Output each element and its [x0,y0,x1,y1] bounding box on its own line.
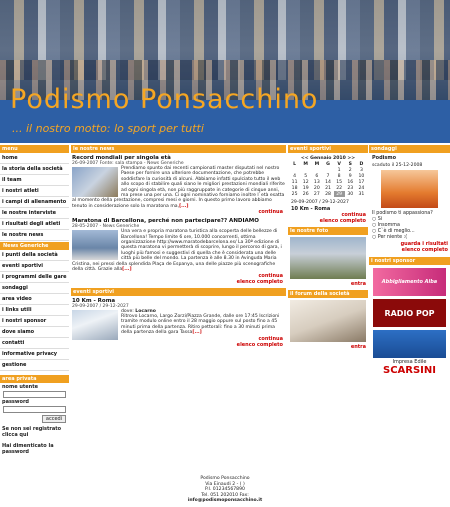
event-body: Ritrovo Locarno, Largo Zorzi/Piazza Grande, dalle ore 17:45 Iscrizioni tramite modulo online entro il 28 maggio oppure sul posto fino a 45 minuti prima della partenza. Ritiro pettorali: fino a 30 minuti prima della partenza della gara Tassa [121,313,280,336]
calendar-day[interactable]: 20 [313,185,320,191]
calendar-day[interactable]: 14 [325,179,331,185]
forgot-password-link[interactable]: Hai dimenticato la password [2,443,54,455]
menu-item-punti[interactable]: i punti della società [0,250,69,261]
menu-item-contatti[interactable]: contatti [0,338,69,349]
calendar-day[interactable]: 6 [315,173,319,179]
calendar-weekday: M [303,161,308,167]
menu-item-team[interactable]: il team [0,175,69,186]
poll-option-label: Insomma [377,223,400,228]
calendar-day[interactable]: 25 [291,191,298,197]
password-label: password [2,399,30,405]
calendar-day[interactable]: 16 [347,179,354,185]
sponsor-radio-pop-text: RADIO POP [384,308,435,318]
menu-item-news[interactable]: le nostre news [0,230,69,241]
calendar-day[interactable]: 31 [358,191,365,197]
calendar-day[interactable]: 17 [358,179,365,185]
poll-image [381,170,438,208]
calendar-day[interactable]: 30 [347,191,354,197]
events-heading: eventi sportivi [71,288,286,296]
forum-preview[interactable] [290,300,366,342]
article-body: Una vera e propria maratona turistica alla scoperta delle bellezze di Barcellona! Tempo limite 6 ore, 10.000 concorrenti, ottima organizzazione http://www.maratodebarcelona.es/ La 30ª edizione di questa maratona vi permetterà di scoprire, lungo il percorso di gara, i luoghi più famosi e suggestivi di quella che è considerata una delle città più belle del mondo. La partenza è alle 8.30 in Avinguda Maria Cristina, nei pressi della splendida Plaça de Espanya, una delle piazze più scenografiche della città. Grazie alla [72,229,282,273]
calendar-day[interactable]: 28 [325,191,331,197]
continue-link[interactable]: continua [258,209,283,216]
events-full-list-link[interactable]: elenco completo [236,341,283,348]
header-banner [0,0,450,143]
event-read-more[interactable]: [...] [192,330,202,336]
calendar-full-list-link[interactable]: elenco completo [319,218,366,224]
calendar-day[interactable]: 3 [359,167,363,173]
poll-results-link[interactable]: guarda i risultati [400,241,448,247]
calendar-day[interactable]: 22 [336,185,343,191]
event-image [72,310,118,340]
article-title[interactable]: Record mondiali per singola età [72,155,171,161]
event-calendar [289,155,367,197]
sponsors-heading: i nostri sponsor [369,257,450,265]
poll-expires: scaduto il 25-12-2008 [372,163,423,168]
left-sidebar [0,145,69,475]
news-article [71,216,286,285]
news-heading: le nostre news [71,145,286,153]
calendar-day[interactable]: 5 [304,173,308,179]
event-dates: 29-09-2007 / 29-12-2027 [72,303,129,309]
footer-vat: P.I. 01234567890 [205,487,245,493]
menu-sub-news-generiche[interactable]: News Generiche [0,242,69,250]
sponsor-alba[interactable] [373,268,446,296]
password-input[interactable] [3,406,66,413]
calendar-day[interactable]: 19 [302,185,309,191]
poll-heading: sondaggi [369,145,450,153]
calendar-caption[interactable]: << Gennaio 2010 >> [300,155,356,161]
calendar-weekday: D [359,161,364,167]
calendar-day[interactable]: 8 [337,173,341,179]
right-column-1 [288,145,368,350]
news-article [71,153,286,216]
footer-email[interactable]: info@podismoponsacchino.it [187,498,263,504]
event-continue-link[interactable]: continua [258,335,283,342]
article-meta: 28-05-2007 - News Generiche [72,224,140,230]
calendar-continue-link[interactable]: continua [341,212,366,218]
menu-item-links[interactable]: i links utili [0,305,69,316]
poll-option[interactable]: ○ Insomma [372,223,400,228]
calendar-day[interactable]: 21 [325,185,331,191]
menu-item-home[interactable]: home [0,153,69,164]
calendar-day[interactable]: 7 [326,173,330,179]
calendar-weekday: M [314,161,320,167]
login-heading: area privata [0,375,69,383]
menu-item-risultati[interactable]: i risultati degli atleti [0,219,69,230]
menu-item-gestione[interactable]: gestione [0,360,69,371]
calendar-weekday: L [293,161,297,167]
menu-item-dove[interactable]: dove siamo [0,327,69,338]
calendar-weekday: G [326,161,330,167]
poll-option-label: Per niente :( [377,235,408,240]
calendar-day[interactable]: 18 [291,185,298,191]
menu-item-interviste[interactable]: le nostre interviste [0,208,69,219]
photos-heading: le nostre foto [288,227,368,235]
continue-link[interactable]: continua [258,272,283,279]
poll-question: Il podismo ti appassiona? [372,211,433,216]
calendar-day[interactable]: 15 [336,179,343,185]
menu-item-campi[interactable]: i campi di allenamento [0,197,69,208]
site-motto: ... il nostro motto: lo sport per tutti [12,122,204,135]
sponsor-alba-text: Abbigliamento Alba [381,279,438,285]
photos-enter-link[interactable]: entra [350,281,366,287]
right-column-2 [369,145,450,376]
menu-item-sponsor[interactable]: i nostri sponsor [0,316,69,327]
sponsor-image[interactable] [373,330,446,358]
site-title: Podismo Ponsacchino [10,84,319,115]
poll-option[interactable]: ○ Si [372,217,383,222]
forum-heading: il forum della società [288,290,368,298]
menu-item-storia[interactable]: la storia della società [0,164,69,175]
username-label: nome utente [2,384,39,390]
username-input[interactable] [3,391,66,398]
poll-option[interactable]: ○ Per niente :( [372,235,408,240]
calendar-day[interactable]: 12 [302,179,309,185]
footer-name: Podismo Ponsacchino [200,476,250,481]
poll-name: Podismo [372,155,397,161]
poll-full-list-link[interactable]: elenco completo [401,247,448,253]
menu-item-programmi[interactable]: i programmi delle gare [0,272,69,283]
calendar-heading: eventi sportivi [288,145,368,153]
calendar-weekday: S [348,161,352,167]
menu-heading: menu [0,145,69,153]
calendar-day[interactable]: 13 [313,179,320,185]
calendar-day[interactable]: 29 [334,191,345,197]
main-content [71,145,286,349]
calendar-event-dates: 29-09-2007 / 29-12-2027 [291,200,349,205]
calendar-day[interactable]: 11 [291,179,298,185]
footer-phone: Tel. 051 202010 Fax: [201,492,249,498]
footer-address: Via Einaudi 2 - ( ) [205,481,245,487]
forum-enter-link[interactable]: entra [350,344,366,350]
menu-item-video[interactable]: area video [0,294,69,305]
poll-option-label: C`è di meglio... [377,229,415,234]
footer [0,476,450,504]
menu-item-atleti[interactable]: i nostri atleti [0,186,69,197]
sponsor-scarsini-tag: Impresa Edile [392,359,427,365]
poll-option-label: Si [377,217,383,222]
read-more-link[interactable]: [...] [179,203,189,209]
sponsor-radio-pop[interactable] [373,299,446,327]
register-link[interactable]: Se non sei registrato clicca qui [2,426,62,438]
calendar-day[interactable]: 1 [337,167,341,173]
event-place-label: dove: [121,308,134,314]
calendar-event-title[interactable]: 10 Km - Roma [291,206,331,212]
event-item [71,296,286,349]
read-more-link[interactable]: [...] [122,267,132,273]
photo-preview[interactable] [290,237,366,279]
calendar-day[interactable]: 23 [347,185,354,191]
article-image [72,230,118,260]
news-full-list-link[interactable]: elenco completo [236,278,283,285]
login-button[interactable]: accedi [42,415,66,423]
event-title[interactable]: 10 Km - Roma [72,297,116,304]
article-body: Prendiamo spunto dai recenti campionati master disputati nel nostro Paese per fornire una ulteriore documentazione, che potrebbe soddisfare la curiosità di alcuni. Abbiamo infatti spulciato tutto il web allo scopo di stabilire quali siano le migliori prestazioni mondiali riferite ad ogni singola età, non più raggruppate in categorie di cinque anni, ma prese una per una. Ci ogni nominativo forniamo inoltre l`età esatta al momento della prestazione, compresi mesi e giorni. In questo primo lavoro abbiamo tenuto in considerazione solo la maratona ma, [72,166,285,209]
login-box [0,375,69,456]
article-meta: 26-09-2007 Fonte: sala stampa - News Generiche [72,161,184,166]
calendar-day[interactable]: 26 [302,191,309,197]
menu-item-sondaggi[interactable]: sondaggi [0,283,69,294]
menu-item-privacy[interactable]: informative privacy [0,349,69,360]
calendar-day[interactable]: 4 [293,173,297,179]
menu-item-eventi[interactable]: eventi sportivi [0,261,69,272]
calendar-day[interactable]: 10 [358,173,365,179]
poll-option[interactable]: ○ C`è di meglio... [372,229,415,234]
calendar-day[interactable]: 2 [348,167,352,173]
calendar-day[interactable]: 24 [358,185,365,191]
article-title[interactable]: Maratona di Barcellona, perché non partecipare?? ANDIAMO [72,218,259,225]
event-place: Locarno [135,308,156,314]
calendar-weekday: V [337,161,341,167]
article-image [72,167,118,197]
calendar-day[interactable]: 9 [348,173,352,179]
calendar-day[interactable]: 27 [313,191,320,197]
sponsor-scarsini[interactable]: SCARSINI [383,365,436,376]
